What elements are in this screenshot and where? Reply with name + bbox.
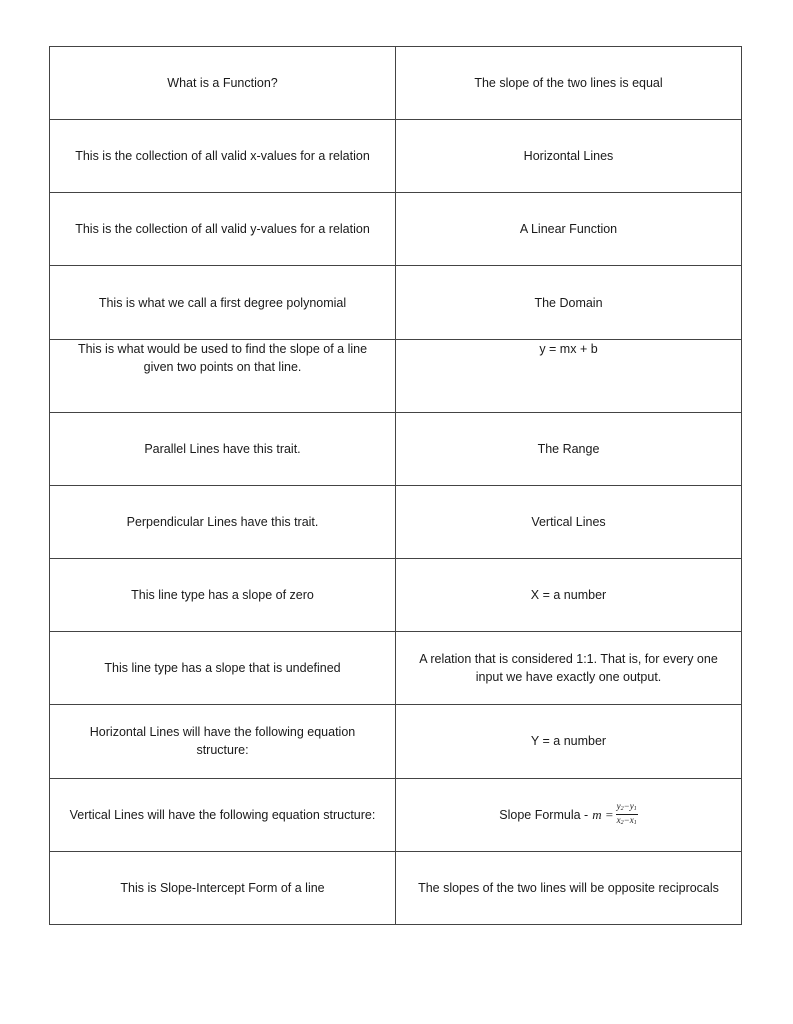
table-row xyxy=(50,485,742,558)
slope-formula-label: Slope Formula - xyxy=(499,807,589,822)
card-left: This is the collection of all valid x-values for a relation xyxy=(50,120,396,193)
card-right: The slopes of the two lines will be opposite reciprocals xyxy=(396,851,742,924)
card-right-slope-formula xyxy=(396,778,742,851)
formula-numerator: $y_2-y_1$ xyxy=(616,801,638,815)
card-right: X = a number xyxy=(396,559,742,632)
card-left: This is the collection of all valid y-values for a relation xyxy=(50,193,396,266)
table-row xyxy=(50,559,742,632)
card-right: The Range xyxy=(396,412,742,485)
table-row xyxy=(50,339,742,412)
card-left: This line type has a slope of zero xyxy=(50,559,396,632)
table-row xyxy=(50,193,742,266)
formula-lhs: m = xyxy=(592,806,614,822)
card-right: Horizontal Lines xyxy=(396,120,742,193)
formula-denominator: $x_2-x_1$ xyxy=(616,815,637,827)
table-row xyxy=(50,705,742,778)
card-left: This is what would be used to find the slope of a line given two points on that line. xyxy=(50,339,396,412)
card-left: What is a Function? xyxy=(50,47,396,120)
card-left: This is Slope-Intercept Form of a line xyxy=(50,851,396,924)
card-right: Y = a number xyxy=(396,705,742,778)
card-left: This line type has a slope that is undefined xyxy=(50,632,396,705)
card-right: The Domain xyxy=(396,266,742,339)
card-right: A relation that is considered 1:1. That is, for every one input we have exactly one output. xyxy=(396,632,742,705)
card-right: Vertical Lines xyxy=(396,485,742,558)
matching-cards-table xyxy=(49,46,742,925)
table-row xyxy=(50,47,742,120)
slope-formula xyxy=(499,801,637,828)
card-sheet xyxy=(49,46,742,925)
table-row xyxy=(50,778,742,851)
slope-formula-math xyxy=(592,801,638,828)
table-row xyxy=(50,632,742,705)
card-right: The slope of the two lines is equal xyxy=(396,47,742,120)
formula-fraction xyxy=(616,801,638,828)
table-row xyxy=(50,120,742,193)
table-row xyxy=(50,851,742,924)
card-left: Horizontal Lines will have the following equation structure: xyxy=(50,705,396,778)
card-right: A Linear Function xyxy=(396,193,742,266)
card-left: Perpendicular Lines have this trait. xyxy=(50,485,396,558)
card-left: Vertical Lines will have the following equation structure: xyxy=(50,778,396,851)
table-row xyxy=(50,266,742,339)
card-left: This is what we call a first degree polynomial xyxy=(50,266,396,339)
table-row xyxy=(50,412,742,485)
card-right: y = mx + b xyxy=(396,339,742,412)
card-left: Parallel Lines have this trait. xyxy=(50,412,396,485)
